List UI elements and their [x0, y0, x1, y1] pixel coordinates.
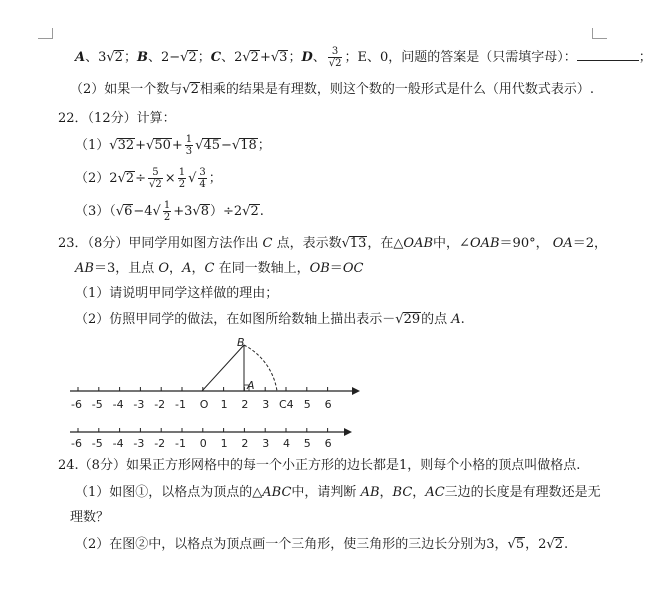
tick-label: 6: [324, 398, 332, 411]
tick-label: -2: [154, 398, 166, 411]
tick-label: 2: [241, 437, 249, 450]
q24-part1: （1）如图①，以格点为顶点的△ABC中，请判断 AB，BC，AC三边的长度是有理数还是无: [75, 485, 601, 500]
q23-part1: （1）请说明甲同学这样做的理由；: [75, 286, 279, 301]
q21-options: A、3√2；B、2−√2；C、2√2+√3；D、 $\frac{3}{√2}$ ；E、0，问题的答案是（只需填字母）： ；: [75, 46, 652, 69]
tick-label: -5: [91, 398, 103, 411]
q24-part2: （2）在图②中，以格点为顶点画一个三角形，使三角形的三边长分别为3，√5，2√2.: [75, 537, 569, 552]
tick-label: C4: [279, 398, 294, 411]
tick-label: 6: [324, 437, 332, 450]
tick-label: 5: [303, 398, 311, 411]
q24-part1-line2: 理数？: [70, 510, 110, 525]
tick-label: -5: [91, 437, 103, 450]
q21-option-e: E、0，问题的答案是（只需填字母）：: [357, 50, 577, 65]
tick-label: -4: [112, 437, 124, 450]
corner-mark-left: [38, 28, 53, 39]
tick-label: 1: [220, 398, 228, 411]
tick-label: 4: [283, 437, 290, 450]
tick-label: -3: [133, 437, 145, 450]
number-line-1: [60, 335, 360, 415]
tick-label: -3: [133, 398, 145, 411]
tick-label: 1: [220, 437, 228, 450]
segment-ob: [202, 345, 244, 391]
tick-label: -6: [71, 398, 82, 411]
tick-label: 0: [199, 437, 207, 450]
tick-label: -1: [175, 398, 186, 411]
q23-part2: （2）仿照甲同学的做法，在如图所给数轴上描出表示－√29的点 A.: [75, 312, 465, 327]
answer-blank[interactable]: [577, 48, 639, 61]
tick-label: O: [199, 398, 209, 411]
tick-label: -6: [71, 437, 82, 450]
tick-label: 3: [262, 398, 270, 411]
tick-label: -2: [154, 437, 166, 450]
point-b-label: B: [237, 336, 245, 349]
tick-label: -4: [112, 398, 124, 411]
q21-part2: （2）如果一个数与√2相乘的结果是有理数，则这个数的一般形式是什么（用代数式表示）.: [70, 82, 594, 97]
tick-label: 5: [303, 437, 311, 450]
tick-label: 2: [241, 398, 249, 411]
q22-part2: （2）2√2÷ $\frac{5}{√2}$ × $\frac{1}{2}$ √ $\frac{3}{4}$ ；: [75, 167, 222, 190]
q23-header: 23．（8分）甲同学用如图方法作出 C 点，表示数√13，在△OAB中，∠OAB＝90°， OA＝2，: [58, 236, 608, 251]
corner-mark-right: [592, 28, 607, 39]
point-a-label: A: [247, 379, 255, 392]
number-line-2: [60, 420, 360, 450]
q22-part3: （3）（√6−4√ $\frac{1}{2}$ +3√8）÷2√2.: [75, 200, 264, 223]
tick-label: 3: [262, 437, 270, 450]
q24-header: 24.（8分）如果正方形网格中的每一个小正方形的边长都是1，则每个小格的顶点叫做格点.: [58, 458, 581, 473]
q22-part1: （1）√32+√50+ $\frac{1}{3}$ √45−√18；: [75, 134, 271, 157]
q22-header: 22．（12分）计算：: [58, 111, 176, 126]
q23-line2: AB＝3，且点 O，A，C 在同一数轴上，OB＝OC: [75, 261, 364, 276]
tick-label: -1: [175, 437, 186, 450]
